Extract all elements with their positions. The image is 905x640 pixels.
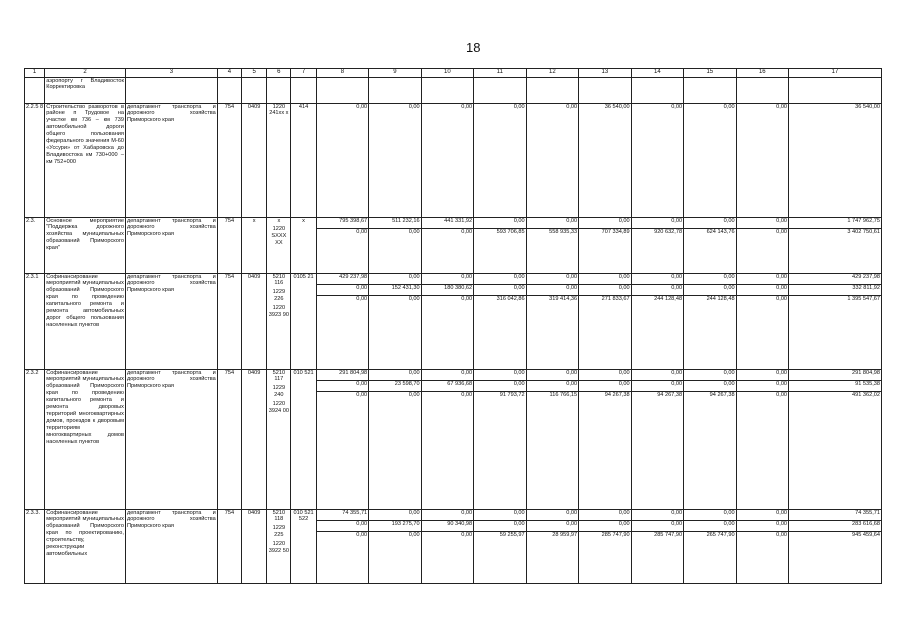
value: 0,00 <box>422 510 473 521</box>
value: 116 766,15 <box>549 391 578 398</box>
value: 707 334,89 <box>601 228 630 235</box>
row-code-target-line: 1229 225 <box>272 525 286 539</box>
row-code-section: 0409 <box>242 369 267 509</box>
value: 0,00 <box>474 521 525 532</box>
row-code-ministry: 754 <box>217 217 241 273</box>
value: 491 362,02 <box>852 391 880 398</box>
value-cell <box>579 509 631 583</box>
value <box>685 78 734 88</box>
value-cell <box>474 103 526 217</box>
value: 91 793,72 <box>499 391 525 398</box>
row-code-ministry: 754 <box>217 273 241 369</box>
value-cell <box>789 217 882 273</box>
value-cell <box>369 369 421 509</box>
table-row <box>25 103 882 217</box>
value: 0,00 <box>737 521 788 532</box>
row-code-target-line: 1220 3922 50 <box>268 541 289 555</box>
value: 0,00 <box>369 370 420 381</box>
row-organization: департамент транспорта и дорожного хозяйства Приморского края <box>125 509 217 583</box>
row-id: 2.3. <box>25 217 45 273</box>
row-code-section: 0409 <box>242 509 267 583</box>
row-code-target <box>267 77 291 103</box>
column-number-row <box>25 69 882 78</box>
row-organization: департамент транспорта и дорожного хозяйства Приморского края <box>125 273 217 369</box>
value: 0,00 <box>356 295 368 302</box>
row-code-expense-line: 010 521 522 <box>293 509 314 523</box>
value: 0,00 <box>737 381 788 392</box>
value: 0,00 <box>474 370 525 381</box>
value: 0,00 <box>474 218 525 229</box>
row-code-expense-line: 0105 21 <box>293 273 314 280</box>
value: 0,00 <box>461 391 473 398</box>
value-cell <box>684 369 736 509</box>
value: 0,00 <box>632 510 683 521</box>
value-cell <box>579 77 631 103</box>
row-name: Софинансирование мероприятий муниципальных образований Приморского края по проектированию, строительству, реконструкции автомобильных <box>45 509 126 583</box>
row-code-target <box>267 217 291 273</box>
value-cell <box>684 103 736 217</box>
value-cell <box>369 217 421 273</box>
value-cell <box>316 369 368 509</box>
value-cell <box>526 103 578 217</box>
row-code-target-line: 5210 116 <box>272 273 286 287</box>
value: 0,00 <box>776 228 788 235</box>
value: 0,00 <box>408 295 420 302</box>
table-row <box>25 509 882 583</box>
value-cell <box>316 509 368 583</box>
value: 332 811,92 <box>789 285 881 296</box>
value-cell <box>369 103 421 217</box>
value: 0,00 <box>737 285 788 296</box>
budget-table <box>24 68 882 584</box>
value: 1 747 962,75 <box>789 218 881 229</box>
value: 0,00 <box>684 218 735 229</box>
row-name: Софинансирование мероприятий муниципальных образований Приморского края по проведению капитального ремонта и ремонта дворовых территорий многоквартирных домов, проездов к дворовым территориям многоквартирных домов населенных пунктов <box>45 369 126 509</box>
row-code-section: х <box>242 217 267 273</box>
value-cell <box>736 273 788 369</box>
value-cell <box>631 77 683 103</box>
value-cell <box>421 217 473 273</box>
value: 0,00 <box>461 228 473 235</box>
value-cell <box>316 273 368 369</box>
value-cell <box>526 217 578 273</box>
row-code-target-line: 1220 3924 00 <box>268 401 289 415</box>
value: 28 959,97 <box>552 531 578 538</box>
value: 0,00 <box>632 381 683 392</box>
value: 0,00 <box>369 510 420 521</box>
row-name: Строительство разворотов в районе п Трудовое на участке км 736 – км 739 автомобильной дороги общего пользования федерального значения М-60 «Уссури» от Хабаровска до Владивостока км 730+000 – км 752+000 <box>45 103 126 217</box>
value: 441 331,92 <box>422 218 473 229</box>
column-header: 8 <box>316 69 368 78</box>
row-code-expense <box>291 273 316 369</box>
value: 0,00 <box>632 521 683 532</box>
value-cell <box>631 217 683 273</box>
value-cell <box>684 217 736 273</box>
value: 0,00 <box>737 510 788 521</box>
row-code-target <box>267 273 291 369</box>
value: 0,00 <box>684 521 735 532</box>
value: 0,00 <box>527 218 578 229</box>
value: 0,00 <box>737 274 788 285</box>
value-cell <box>789 103 882 217</box>
value-cell <box>631 509 683 583</box>
table-row <box>25 77 882 103</box>
value: 0,00 <box>408 391 420 398</box>
row-code-expense-line: 414 <box>298 103 309 110</box>
value: 0,00 <box>527 285 578 296</box>
value-cell <box>631 273 683 369</box>
row-code-target-line: 1220 3923 90 <box>268 305 289 319</box>
row-code-target <box>267 369 291 509</box>
value-cell <box>579 103 631 217</box>
value: 91 535,38 <box>789 381 881 392</box>
value: 0,00 <box>317 521 368 532</box>
value-cell <box>789 509 882 583</box>
row-code-target <box>267 103 291 217</box>
value: 0,00 <box>684 285 735 296</box>
value-cell <box>684 273 736 369</box>
value-cell <box>421 77 473 103</box>
column-header: 1 <box>25 69 45 78</box>
value: 0,00 <box>317 381 368 392</box>
value: 316 042,86 <box>496 295 525 302</box>
row-name: Софинансирование мероприятий муниципальных образований Приморского края по проведению капитального ремонта и ремонта автомобильных дорог общего пользования населенных пунктов <box>45 273 126 369</box>
row-id: 2.3.3. <box>25 509 45 583</box>
column-header: 7 <box>291 69 316 78</box>
value <box>475 78 524 88</box>
value: 265 747,90 <box>706 531 735 538</box>
value: 0,00 <box>579 218 630 229</box>
column-header: 17 <box>789 69 882 78</box>
value <box>423 78 472 88</box>
row-code-section: 0409 <box>242 273 267 369</box>
row-code-target <box>267 509 291 583</box>
value: 0,00 <box>356 531 368 538</box>
value-cell <box>474 509 526 583</box>
row-code-ministry: 754 <box>217 103 241 217</box>
column-header: 3 <box>125 69 217 78</box>
value: 0,00 <box>776 103 788 110</box>
value-cell <box>631 103 683 217</box>
value-cell <box>369 77 421 103</box>
column-header: 9 <box>369 69 421 78</box>
value: 74 355,71 <box>789 510 881 521</box>
value: 624 143,76 <box>706 228 735 235</box>
value-cell <box>631 369 683 509</box>
value: 0,00 <box>737 218 788 229</box>
column-header: 4 <box>217 69 241 78</box>
value: 0,00 <box>527 370 578 381</box>
value: 0,00 <box>474 510 525 521</box>
value: 0,00 <box>684 370 735 381</box>
value: 0,00 <box>408 228 420 235</box>
value <box>528 78 577 88</box>
value: 0,00 <box>527 521 578 532</box>
value: 0,00 <box>356 228 368 235</box>
row-code-target-line: 5210 118 <box>272 509 286 523</box>
value: 0,00 <box>566 103 578 110</box>
value: 0,00 <box>776 391 788 398</box>
column-header: 16 <box>736 69 788 78</box>
value: 3 402 750,61 <box>847 228 880 235</box>
value-cell <box>579 217 631 273</box>
row-organization: департамент транспорта и дорожного хозяйства Приморского края <box>125 103 217 217</box>
column-header: 6 <box>267 69 291 78</box>
value: 0,00 <box>684 510 735 521</box>
value: 0,00 <box>671 103 683 110</box>
value-cell <box>369 509 421 583</box>
value-cell <box>421 369 473 509</box>
value-cell <box>526 77 578 103</box>
value <box>633 78 682 88</box>
value-cell <box>736 77 788 103</box>
value-cell <box>579 369 631 509</box>
value <box>790 78 880 88</box>
value: 291 804,98 <box>789 370 881 381</box>
column-header: 5 <box>242 69 267 78</box>
row-name: Основное мероприятие "Поддержка дорожного хозяйства муниципальных образований Приморского края" <box>45 217 126 273</box>
row-code-section: 0409 <box>242 103 267 217</box>
row-id: 2.3.1 <box>25 273 45 369</box>
value: 285 747,90 <box>654 531 683 538</box>
value-cell <box>684 509 736 583</box>
row-code-section <box>242 77 267 103</box>
column-header: 14 <box>631 69 683 78</box>
value: 0,00 <box>513 103 525 110</box>
value-cell <box>316 77 368 103</box>
value: 0,00 <box>579 510 630 521</box>
value: 94 267,38 <box>604 391 630 398</box>
column-header: 15 <box>684 69 736 78</box>
value-cell <box>736 217 788 273</box>
value: 0,00 <box>461 531 473 538</box>
value: 244 128,48 <box>706 295 735 302</box>
page-number: 18 <box>466 40 481 55</box>
value: 0,00 <box>317 285 368 296</box>
row-code-expense <box>291 103 316 217</box>
value: 0,00 <box>684 274 735 285</box>
value: 36 540,00 <box>604 103 630 110</box>
value: 0,00 <box>723 103 735 110</box>
value: 511 232,16 <box>369 218 420 229</box>
row-code-target-line: х <box>277 217 281 224</box>
value: 0,00 <box>632 218 683 229</box>
value: 90 340,98 <box>422 521 473 532</box>
value-cell <box>421 509 473 583</box>
value-cell <box>526 273 578 369</box>
value: 36 540,00 <box>855 103 880 110</box>
value-cell <box>736 103 788 217</box>
value: 319 414,36 <box>549 295 578 302</box>
value-cell <box>421 103 473 217</box>
value: 0,00 <box>527 510 578 521</box>
value: 0,00 <box>737 370 788 381</box>
row-code-expense-line: х <box>302 217 305 224</box>
value: 0,00 <box>527 381 578 392</box>
value: 0,00 <box>356 391 368 398</box>
row-code-target-line: 1220 SХХХ ХХ <box>271 226 287 247</box>
value: 180 380,62 <box>422 285 473 296</box>
value: 0,00 <box>461 295 473 302</box>
value: 558 935,33 <box>549 228 578 235</box>
value: 945 459,64 <box>852 531 880 538</box>
table-row <box>25 217 882 273</box>
value: 0,00 <box>408 103 420 110</box>
column-header: 12 <box>526 69 578 78</box>
value-cell <box>736 369 788 509</box>
value <box>370 78 419 88</box>
value-cell <box>316 217 368 273</box>
value <box>738 78 787 88</box>
row-id <box>25 77 45 103</box>
value: 0,00 <box>422 370 473 381</box>
row-id: 2.2.5 8 <box>25 103 45 217</box>
row-code-expense <box>291 77 316 103</box>
row-code-target-line: 1229 240 <box>272 385 286 399</box>
value-cell <box>684 77 736 103</box>
value: 193 275,70 <box>369 521 420 532</box>
value: 94 267,38 <box>657 391 683 398</box>
value: 0,00 <box>579 381 630 392</box>
value-cell <box>474 273 526 369</box>
row-code-target-line: 5210 117 <box>272 369 286 383</box>
value-cell <box>474 217 526 273</box>
value-cell <box>421 273 473 369</box>
row-code-ministry: 754 <box>217 369 241 509</box>
value-cell <box>789 369 882 509</box>
value-cell <box>526 509 578 583</box>
column-header: 11 <box>474 69 526 78</box>
table-body <box>25 69 882 584</box>
value-cell <box>474 369 526 509</box>
value: 795 398,67 <box>317 218 368 229</box>
row-code-target-line: 1220 241хх х <box>269 103 289 117</box>
value: 59 255,97 <box>499 531 525 538</box>
value: 0,00 <box>474 285 525 296</box>
value: 0,00 <box>474 274 525 285</box>
row-code-expense <box>291 369 316 509</box>
value: 0,00 <box>461 103 473 110</box>
value: 0,00 <box>632 274 683 285</box>
table-row <box>25 273 882 369</box>
value: 0,00 <box>527 274 578 285</box>
value <box>318 78 367 88</box>
value-cell <box>579 273 631 369</box>
value: 429 237,98 <box>317 274 368 285</box>
value: 0,00 <box>474 381 525 392</box>
value: 283 616,68 <box>789 521 881 532</box>
table-row <box>25 369 882 509</box>
value: 0,00 <box>408 531 420 538</box>
row-organization: департамент транспорта и дорожного хозяйства Приморского края <box>125 217 217 273</box>
value: 0,00 <box>579 370 630 381</box>
row-code-ministry: 754 <box>217 509 241 583</box>
value-cell <box>736 509 788 583</box>
row-code-expense-line: 010 521 <box>293 369 314 376</box>
value-cell <box>526 369 578 509</box>
value: 0,00 <box>632 370 683 381</box>
column-header: 2 <box>45 69 126 78</box>
value: 23 598,70 <box>369 381 420 392</box>
value: 0,00 <box>422 274 473 285</box>
row-organization: департамент транспорта и дорожного хозяйства Приморского края <box>125 369 217 509</box>
value: 152 431,30 <box>369 285 420 296</box>
value: 291 804,98 <box>317 370 368 381</box>
row-name: аэропорту г Владивосток Корректировка <box>45 77 126 103</box>
value: 0,00 <box>684 381 735 392</box>
value-cell <box>789 273 882 369</box>
value: 74 355,71 <box>317 510 368 521</box>
value-cell <box>316 103 368 217</box>
value: 920 632,78 <box>654 228 683 235</box>
value: 0,00 <box>579 521 630 532</box>
value: 0,00 <box>369 274 420 285</box>
value: 67 936,68 <box>422 381 473 392</box>
value: 0,00 <box>579 285 630 296</box>
value: 593 706,85 <box>496 228 525 235</box>
value <box>580 78 629 88</box>
value: 285 747,90 <box>601 531 630 538</box>
value: 0,00 <box>776 295 788 302</box>
value: 271 833,67 <box>601 295 630 302</box>
column-header: 10 <box>421 69 473 78</box>
value: 0,00 <box>776 531 788 538</box>
value-cell <box>789 77 882 103</box>
value: 0,00 <box>579 274 630 285</box>
row-code-target-line: 1229 226 <box>272 289 286 303</box>
value: 1 395 547,67 <box>847 295 880 302</box>
value-cell <box>474 77 526 103</box>
row-code-ministry <box>217 77 241 103</box>
row-code-expense <box>291 217 316 273</box>
value: 244 128,48 <box>654 295 683 302</box>
row-code-expense <box>291 509 316 583</box>
value: 94 267,38 <box>709 391 735 398</box>
row-organization <box>125 77 217 103</box>
value: 0,00 <box>632 285 683 296</box>
column-header: 13 <box>579 69 631 78</box>
row-id: 2.3.2 <box>25 369 45 509</box>
value: 429 237,98 <box>789 274 881 285</box>
value: 0,00 <box>356 103 368 110</box>
value-cell <box>369 273 421 369</box>
